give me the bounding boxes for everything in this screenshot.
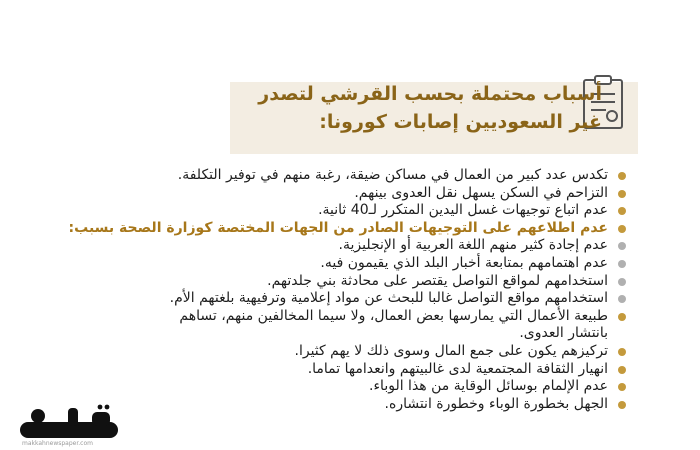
bullet-icon <box>618 260 626 268</box>
title-line-2: غير السعوديين إصابات كورونا: <box>319 111 602 133</box>
list-item: عدم الإلمام بوسائل الوقاية من هذا الوباء. <box>32 378 632 396</box>
bullet-icon <box>618 348 626 356</box>
bullet-icon <box>618 278 626 286</box>
list-item: الجهل بخطورة الوباء وخطورة انتشاره. <box>32 396 632 414</box>
bullet-icon <box>618 225 626 233</box>
bullet-icon <box>618 242 626 250</box>
list-item: عدم اتباع توجيهات غسل اليدين المتكرر لـ40 ثانية. <box>32 202 632 220</box>
list-item: طبيعة الأعمال التي يمارسها بعض العمال، ولا سيما المخالفين منهم، تساهم بانتشار العدوى. <box>148 308 632 343</box>
list-item: انهيار الثقافة المجتمعية لدى غالبيتهم وانعدامها تماما. <box>32 361 632 379</box>
bullet-icon <box>618 313 626 321</box>
list-item: تركيزهم يكون على جمع المال وسوى ذلك لا يهم كثيرا. <box>32 343 632 361</box>
list-item: استخدامهم مواقع التواصل غالبا للبحث عن مواد إعلامية وترفيهية بلغتهم الأم. <box>32 290 632 308</box>
list-item: عدم اهتمامهم بمتابعة أخبار البلد الذي يقيمون فيه. <box>32 255 632 273</box>
causes-list <box>32 167 632 413</box>
bullet-icon <box>618 383 626 391</box>
bullet-icon <box>618 207 626 215</box>
list-item: التزاحم في السكن يسهل نقل العدوى بينهم. <box>32 185 632 203</box>
list-item: استخدامهم لمواقع التواصل يقتصر على محادثة بني جلدتهم. <box>32 273 632 291</box>
list-item: تكدس عدد كبير من العمال في مساكن ضيقة، رغبة منهم في توفير التكلفة. <box>32 167 632 185</box>
bullet-icon <box>618 366 626 374</box>
bullet-icon <box>618 172 626 180</box>
section-heading: عدم اطلاعهم على التوجيهات الصادر من الجهات المختصة كوزارة الصحة بسبب: <box>32 220 632 238</box>
header <box>0 74 700 160</box>
bullet-icon <box>618 190 626 198</box>
logo-caption: makkahnewspaper.com <box>22 440 93 447</box>
page-title <box>182 80 602 136</box>
bullet-icon <box>618 401 626 409</box>
title-line-1: أسباب محتملة بحسب القرشي لتصدر <box>258 83 602 105</box>
list-item: عدم إجادة كثير منهم اللغة العربية أو الإنجليزية. <box>32 237 632 255</box>
bullet-icon <box>618 295 626 303</box>
